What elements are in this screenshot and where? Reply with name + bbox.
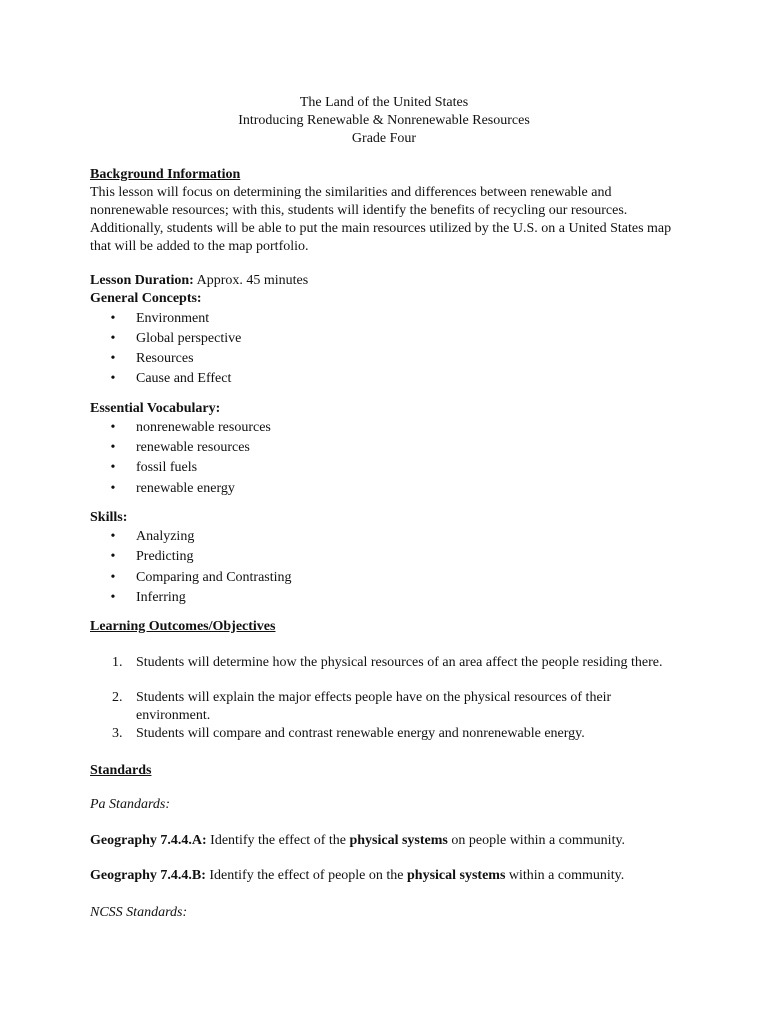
- bullet-icon: •: [110, 460, 116, 475]
- lesson-duration: [90, 272, 308, 290]
- ncss-standards-label: NCSS Standards:: [90, 905, 188, 920]
- outcomes-heading: Learning Outcomes/Objectives: [90, 619, 276, 634]
- bullet-icon: •: [110, 351, 116, 366]
- standard-geography-b: Geography 7.4.4.B: Identify the effect of people on the physical systems within a community.: [90, 868, 625, 883]
- document-title: The Land of the United States: [299, 95, 469, 110]
- lesson-duration-value: Approx. 45 minutes: [193, 273, 309, 288]
- document-page: The Land of the United States Introducing Renewable & Nonrenewable Resources Grade Four Background Information This lesson will focus on determining the similarities and differences between renewable and nonrenewable resources; with this, students will identify the benefits of recycling our resources. Additionally, students will be able to put the main resources utilized by the U.S. on a United States map that will be added to the map portfolio. Lesson Duration: Approx. 45 minutes General Concepts: • Environment • Global perspective • Resources • Cause and Effect Essential Vocabulary: • nonrenewable resources • renewable resources • fossil fuels • renewable energy Skills: • Analyzing • Predicting • Comparing and Contrasting • Inferring Learning Outcomes/Objectives 1. Students will determine how the physical resources of an area affect the people residing there. 2. Students will explain the major effects people have on the physical resources of their environment. 3. Students will compare and contrast renewable energy and nonrenewable energy. Standards Pa Standards: Geography 7.4.4.A: Identify the effect of the physical systems on people within a community. Geography 7.4.4.B: Identify the effect of people on the physical systems within a community. NCSS Standards:: [0, 0, 768, 1024]
- bullet-icon: •: [110, 590, 116, 605]
- bullet-icon: •: [110, 311, 116, 326]
- standards-heading: Standards: [90, 763, 152, 778]
- pa-standards-label: Pa Standards:: [90, 797, 170, 812]
- skills-heading: Skills:: [90, 510, 128, 525]
- document-subtitle: Introducing Renewable & Nonrenewable Resources: [238, 113, 530, 128]
- bullet-icon: •: [110, 440, 116, 455]
- bullet-icon: •: [110, 549, 116, 564]
- bullet-icon: •: [110, 529, 116, 544]
- general-concepts-heading: General Concepts:: [90, 291, 202, 306]
- bullet-icon: •: [110, 570, 116, 585]
- list-item: 1. Students will determine how the physical resources of an area affect the people residing there.: [112, 655, 663, 670]
- grade-level: Grade Four: [351, 131, 417, 146]
- bullet-icon: •: [110, 481, 116, 496]
- list-item: 2. Students will explain the major effects people have on the physical resources of their environment.: [112, 690, 612, 723]
- vocabulary-heading: Essential Vocabulary:: [90, 401, 221, 416]
- bullet-icon: •: [110, 371, 116, 386]
- bullet-icon: •: [110, 331, 116, 346]
- standard-geography-a: Geography 7.4.4.A: Identify the effect of the physical systems on people within a community.: [90, 833, 626, 848]
- bullet-icon: •: [110, 420, 116, 435]
- background-text: This lesson will focus on determining the similarities and differences between renewable and nonrenewable resources; with this, students will identify the benefits of recycling our resources. Additionally, students will be able to put the main resources utilized by the U.S. on a United States map that will be added to the map portfolio.: [90, 185, 672, 254]
- background-heading: Background Information: [90, 167, 241, 182]
- lesson-duration-label: Lesson Duration:: [90, 273, 194, 288]
- list-item: 3. Students will compare and contrast renewable energy and nonrenewable energy.: [112, 726, 585, 741]
